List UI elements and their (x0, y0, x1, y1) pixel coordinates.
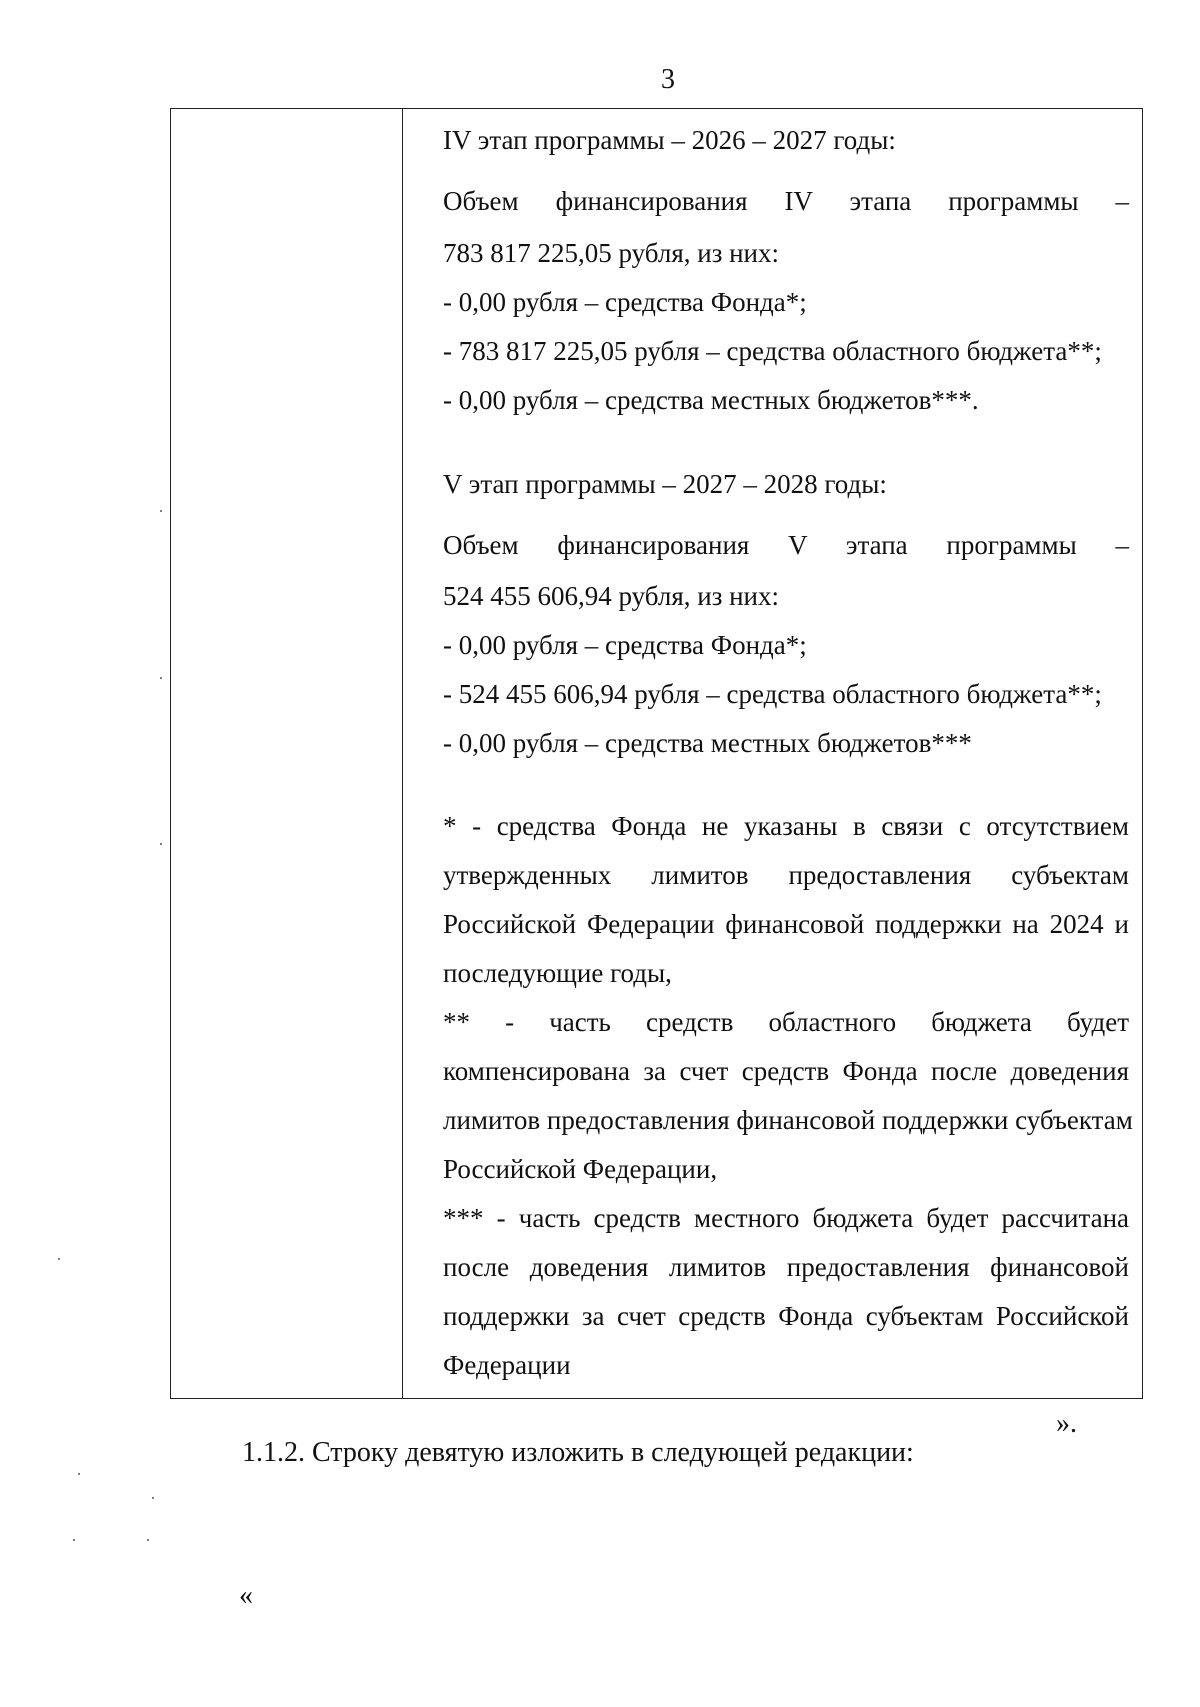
stage4-heading: IV этап программы – 2026 – 2027 годы: (443, 125, 896, 155)
stage4-volume-word: IV (784, 186, 813, 216)
scan-speck (78, 1473, 80, 1475)
stage4-volume-word: программы (948, 186, 1079, 216)
stage4-volume-word: этапа (849, 186, 912, 216)
stage5-volume-word: – (1115, 530, 1130, 560)
closing-quote: ». (1056, 1408, 1077, 1439)
footnote-1-line: утвержденных лимитов предоставления субъектам (443, 860, 1129, 890)
footnote-2-line: лимитов предоставления финансовой поддержки субъектам (443, 1105, 1133, 1135)
footnote-3-line: *** - часть средств местного бюджета будет рассчитана (443, 1203, 1129, 1233)
stage5-heading: V этап программы – 2027 – 2028 годы: (443, 469, 887, 499)
stage5-item-regional: - 524 455 606,94 рубля – средства областного бюджета**; (443, 679, 1102, 709)
footnote-2-line: компенсирована за счет средств Фонда после доведения (443, 1056, 1129, 1086)
stage5-volume-amount: 524 455 606,94 рубля, из них: (443, 581, 780, 611)
footnote-1-line: Российской Федерации финансовой поддержки на 2024 и (443, 909, 1129, 939)
stage5-volume-word: V (788, 530, 808, 560)
stage5-item-fund: - 0,00 рубля – средства Фонда*; (443, 630, 807, 660)
footnote-3-line: поддержки за счет средств Фонда субъектам Российской (443, 1301, 1129, 1331)
footnote-1-line: последующие годы, (443, 958, 672, 988)
stage5-volume-word: программы (946, 530, 1077, 560)
stage4-volume-word: Объем (443, 186, 519, 216)
page-number: 3 (661, 64, 675, 95)
opening-quote: « (239, 1580, 253, 1611)
amendment-table (170, 108, 1143, 1399)
stage5-volume-word: финансирования (557, 530, 750, 560)
stage4-item-fund: - 0,00 рубля – средства Фонда*; (443, 287, 807, 317)
stage4-volume-word: – (1115, 186, 1130, 216)
footnote-3-line: после доведения лимитов предоставления финансовой (443, 1252, 1129, 1282)
stage5-item-local: - 0,00 рубля – средства местных бюджетов*** (443, 728, 972, 758)
table-right-column (403, 109, 1142, 1398)
scan-speck (73, 1539, 75, 1541)
table-left-column (171, 109, 403, 1398)
scan-speck (160, 843, 162, 845)
stage5-volume-word: Объем (443, 530, 519, 560)
scan-speck (58, 1258, 60, 1260)
stage4-item-regional: - 783 817 225,05 рубля – средства областного бюджета**; (443, 336, 1102, 366)
stage4-volume-amount: 783 817 225,05 рубля, из них: (443, 238, 780, 268)
footnote-2-line: ** - часть средств областного бюджета будет (443, 1007, 1129, 1037)
stage4-item-local: - 0,00 рубля – средства местных бюджетов***. (443, 385, 979, 415)
footnote-3-line: Федерации (443, 1350, 571, 1380)
footnote-1-line: * - средства Фонда не указаны в связи с отсутствием (443, 811, 1129, 841)
scan-speck (160, 510, 162, 512)
instruction-paragraph: 1.1.2. Строку девятую изложить в следующей редакции: (242, 1437, 914, 1468)
footnote-2-line: Российской Федерации, (443, 1154, 718, 1184)
scan-speck (152, 1497, 154, 1499)
scan-speck (160, 677, 162, 679)
scan-speck (147, 1539, 149, 1541)
stage5-volume-line (443, 532, 1129, 559)
stage4-volume-line (443, 188, 1129, 215)
stage4-volume-word: финансирования (555, 186, 748, 216)
stage5-volume-word: этапа (845, 530, 908, 560)
